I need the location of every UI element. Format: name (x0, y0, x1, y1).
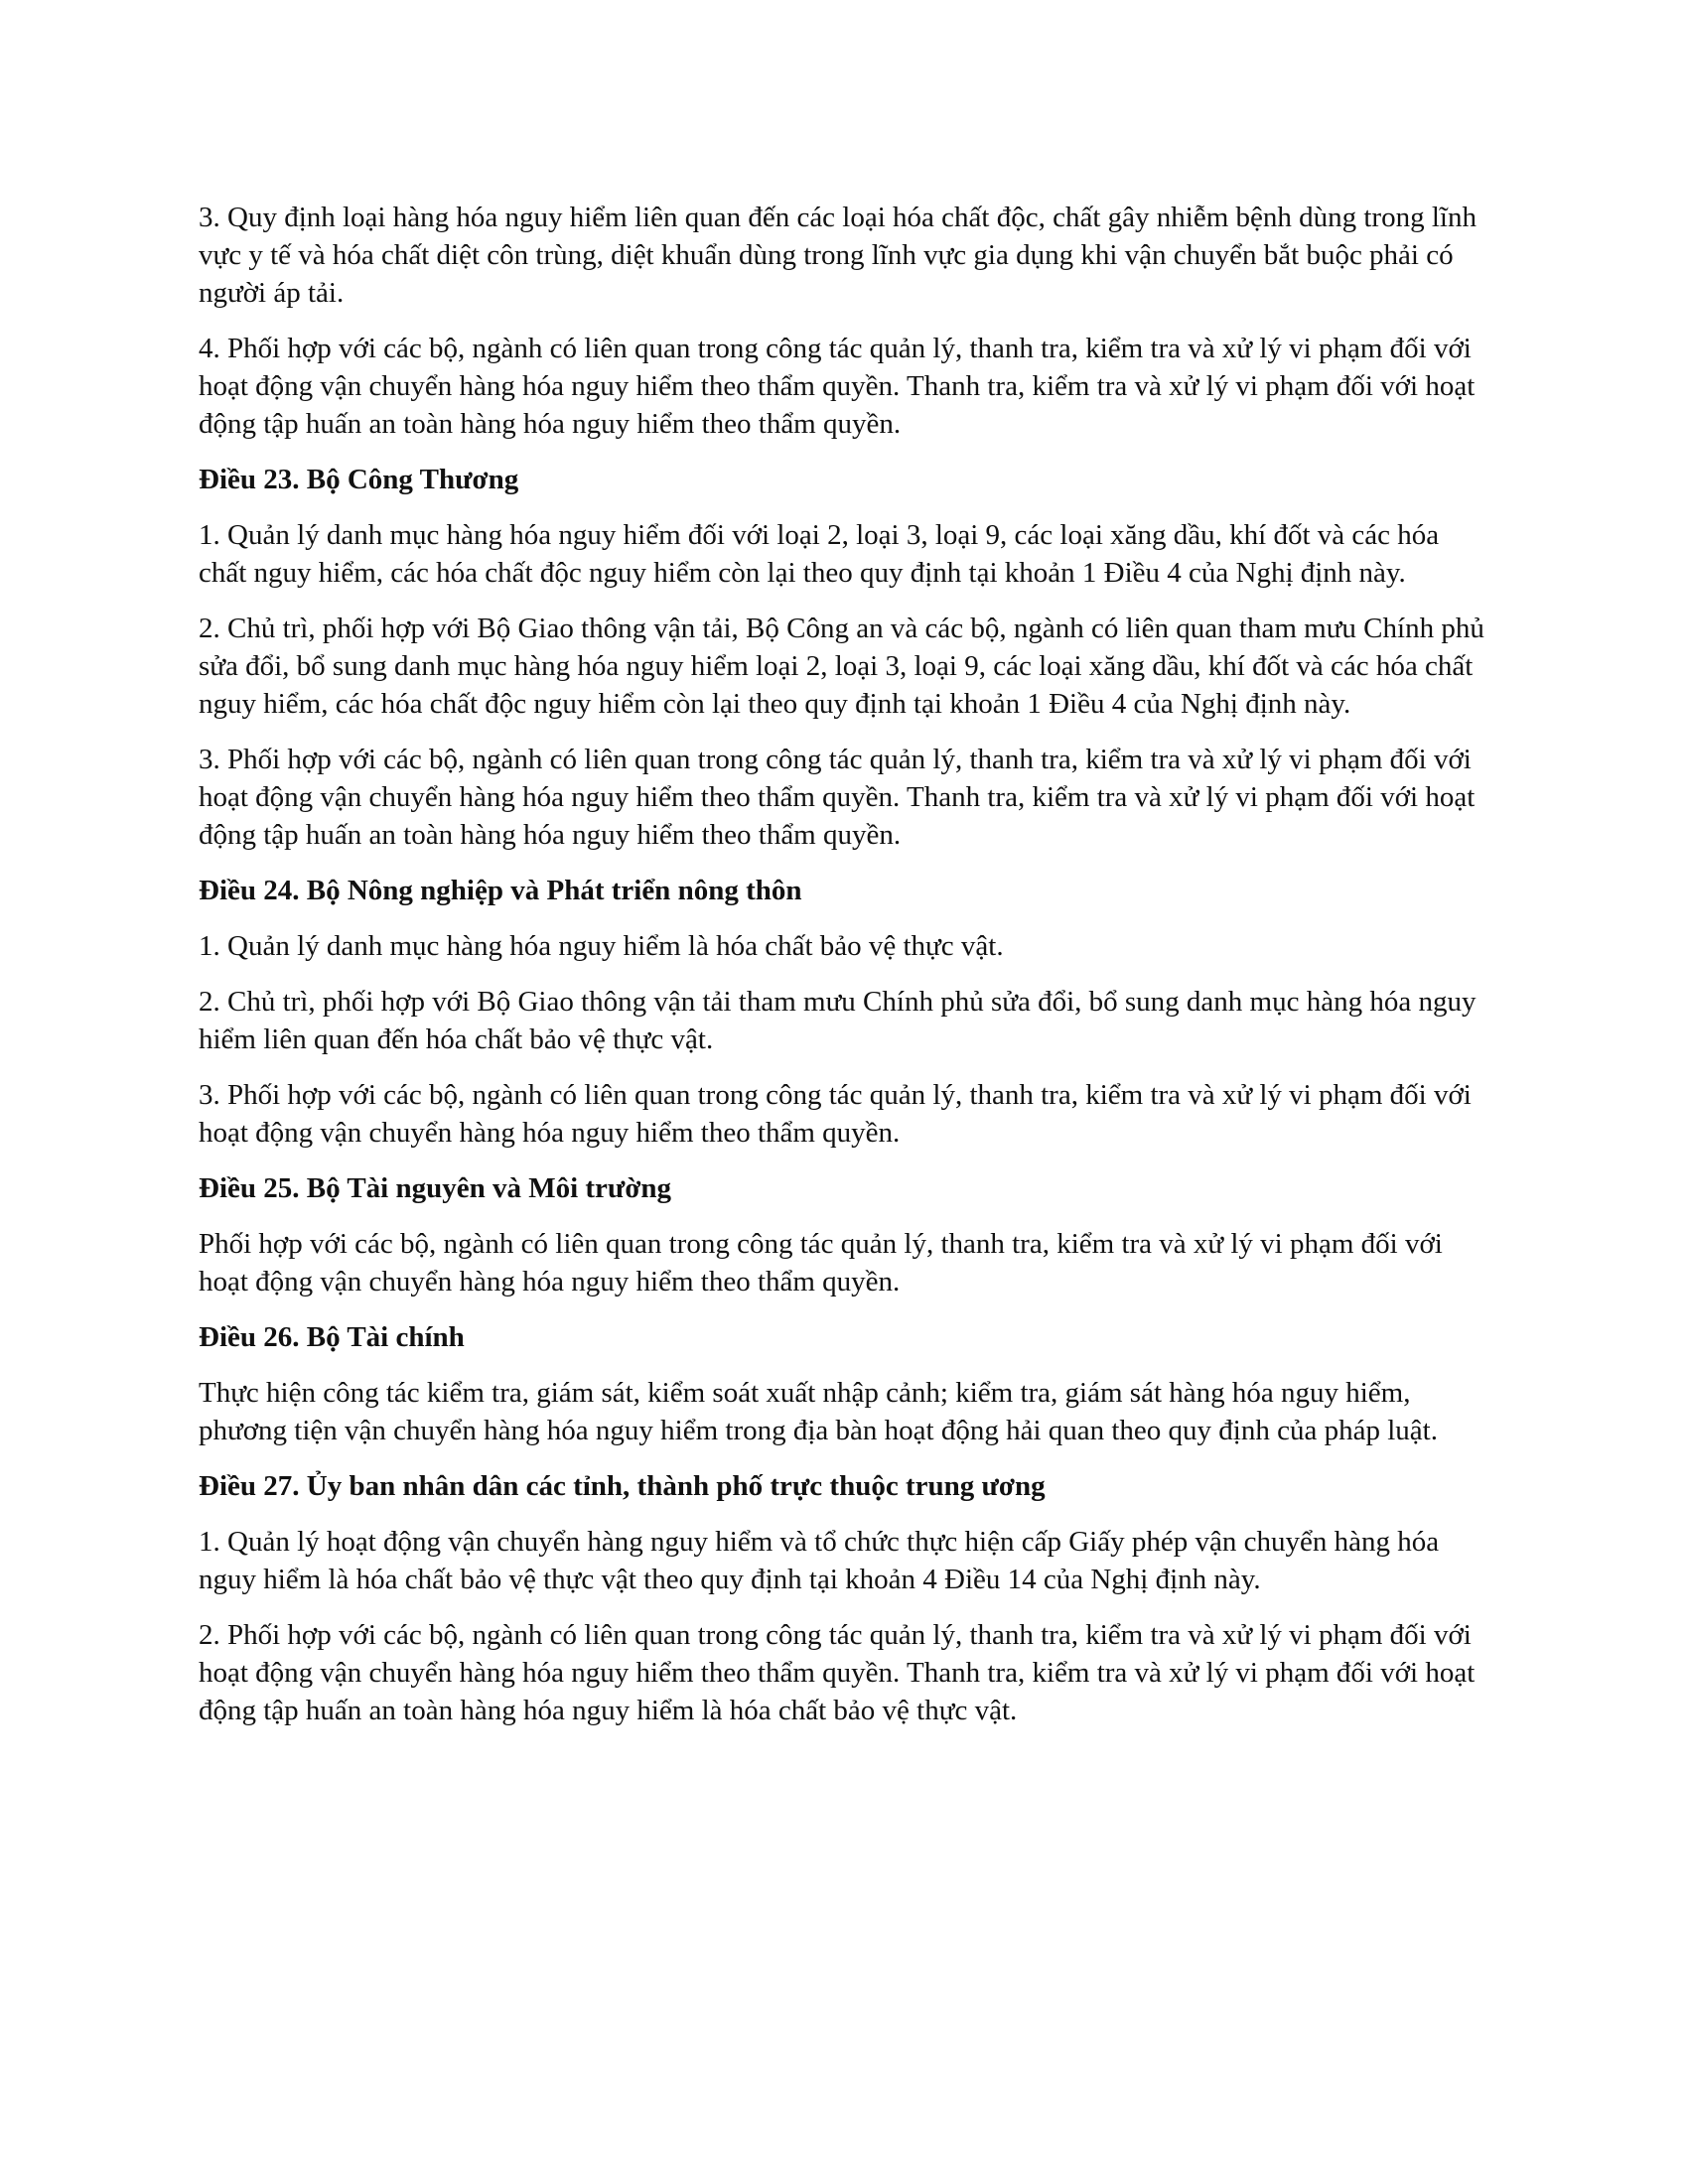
article-24-heading: Điều 24. Bộ Nông nghiệp và Phát triển nông thôn (199, 875, 802, 906)
clause-22-3: 3. Quy định loại hàng hóa nguy hiểm liên quan đến các loại hóa chất độc, chất gây nhiễm bệnh dùng trong lĩnh vực y tế và hóa chất diệt côn trùng, diệt khuẩn dùng trong lĩnh vực gia dụng khi vận chuyển bắt buộc phải có người áp tải. (199, 202, 1477, 309)
clause-27-1: 1. Quản lý hoạt động vận chuyển hàng nguy hiểm và tổ chức thực hiện cấp Giấy phép vận chuyển hàng hóa nguy hiểm là hóa chất bảo vệ thực vật theo quy định tại khoản 4 Điều 14 của Nghị định này. (199, 1526, 1440, 1595)
clause-23-3: 3. Phối hợp với các bộ, ngành có liên quan trong công tác quản lý, thanh tra, kiểm tra và xử lý vi phạm đối với hoạt động vận chuyển hàng hóa nguy hiểm theo thẩm quyền. Thanh tra, kiểm tra và xử lý vi phạm đối với hoạt động tập huấn an toàn hàng hóa nguy hiểm theo thẩm quyền. (199, 744, 1476, 851)
clause-27-2: 2. Phối hợp với các bộ, ngành có liên quan trong công tác quản lý, thanh tra, kiểm tra và xử lý vi phạm đối với hoạt động vận chuyển hàng hóa nguy hiểm theo thẩm quyền. Thanh tra, kiểm tra và xử lý vi phạm đối với hoạt động tập huấn an toàn hàng hóa nguy hiểm là hóa chất bảo vệ thực vật. (199, 1619, 1476, 1726)
clause-23-2: 2. Chủ trì, phối hợp với Bộ Giao thông vận tải, Bộ Công an và các bộ, ngành có liên quan tham mưu Chính phủ sửa đổi, bổ sung danh mục hàng hóa nguy hiểm loại 2, loại 3, loại 9, các loại xăng dầu, khí đốt và các hóa chất nguy hiểm, các hóa chất độc nguy hiểm còn lại theo quy định tại khoản 1 Điều 4 của Nghị định này. (199, 613, 1484, 720)
clause-24-1: 1. Quản lý danh mục hàng hóa nguy hiểm là hóa chất bảo vệ thực vật. (199, 930, 1004, 962)
article-23-heading: Điều 23. Bộ Công Thương (199, 464, 519, 495)
article-27-heading: Điều 27. Ủy ban nhân dân các tỉnh, thành phố trực thuộc trung ương (199, 1470, 1046, 1502)
clause-24-3: 3. Phối hợp với các bộ, ngành có liên quan trong công tác quản lý, thanh tra, kiểm tra và xử lý vi phạm đối với hoạt động vận chuyển hàng hóa nguy hiểm theo thẩm quyền. (199, 1079, 1472, 1149)
article-26-heading: Điều 26. Bộ Tài chính (199, 1321, 465, 1353)
clause-22-4: 4. Phối hợp với các bộ, ngành có liên quan trong công tác quản lý, thanh tra, kiểm tra và xử lý vi phạm đối với hoạt động vận chuyển hàng hóa nguy hiểm theo thẩm quyền. Thanh tra, kiểm tra và xử lý vi phạm đối với hoạt động tập huấn an toàn hàng hóa nguy hiểm theo thẩm quyền. (199, 333, 1476, 440)
clause-23-1: 1. Quản lý danh mục hàng hóa nguy hiểm đối với loại 2, loại 3, loại 9, các loại xăng dầu, khí đốt và các hóa chất nguy hiểm, các hóa chất độc nguy hiểm còn lại theo quy định tại khoản 1 Điều 4 của Nghị định này. (199, 519, 1440, 589)
article-26-body: Thực hiện công tác kiểm tra, giám sát, kiểm soát xuất nhập cảnh; kiểm tra, giám sát hàng hóa nguy hiểm, phương tiện vận chuyển hàng hóa nguy hiểm trong địa bàn hoạt động hải quan theo quy định của pháp luật. (199, 1377, 1438, 1446)
clause-24-2: 2. Chủ trì, phối hợp với Bộ Giao thông vận tải tham mưu Chính phủ sửa đổi, bổ sung danh mục hàng hóa nguy hiểm liên quan đến hóa chất bảo vệ thực vật. (199, 986, 1477, 1055)
article-25-heading: Điều 25. Bộ Tài nguyên và Môi trường (199, 1172, 672, 1204)
article-25-body: Phối hợp với các bộ, ngành có liên quan trong công tác quản lý, thanh tra, kiểm tra và xử lý vi phạm đối với hoạt động vận chuyển hàng hóa nguy hiểm theo thẩm quyền. (199, 1228, 1443, 1297)
